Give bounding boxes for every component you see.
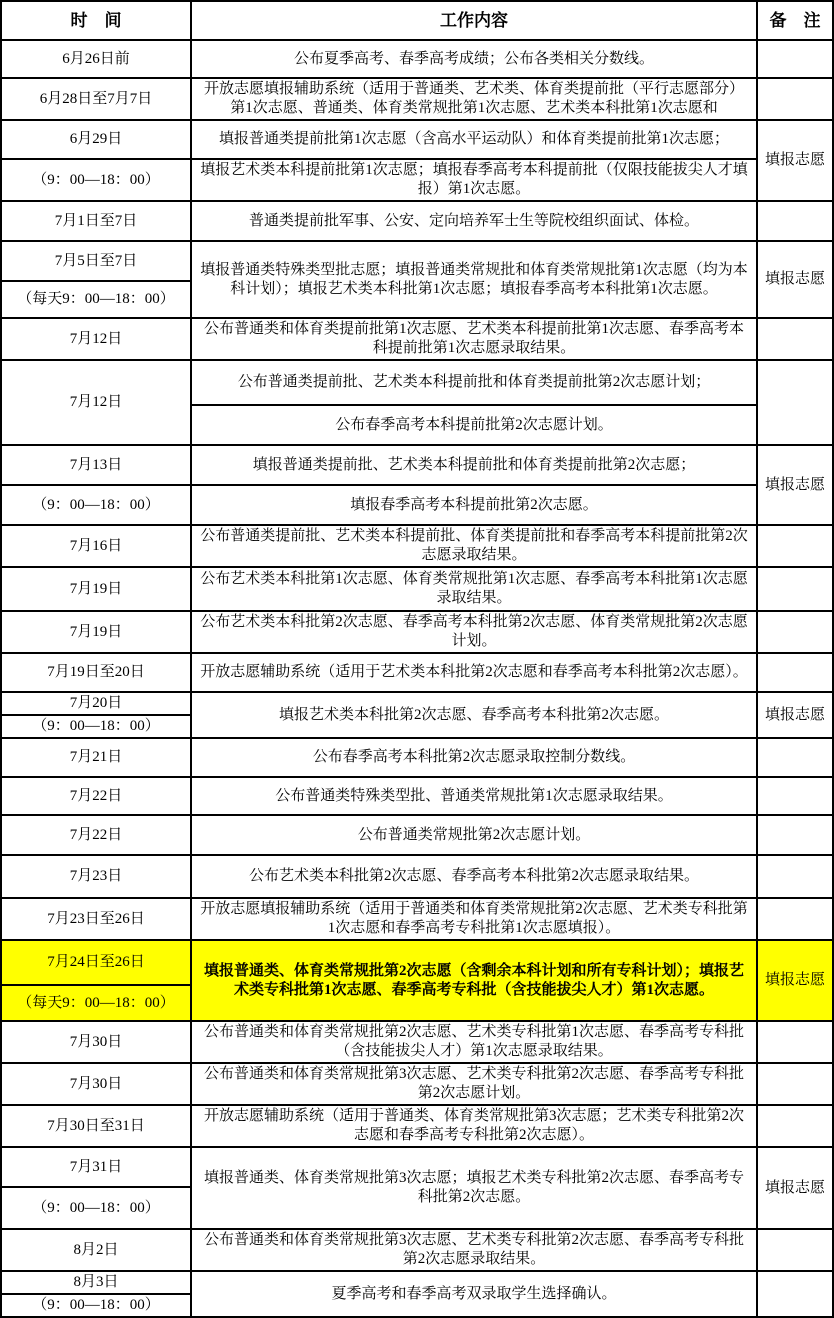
- table-row: [1, 525, 833, 567]
- content-cell: 开放志愿辅助系统（适用于普通类、体育类常规批第3次志愿；艺术类专科批第2次志愿和春季高考专科批第2次志愿）。: [191, 1105, 757, 1147]
- time-cell: 7月12日: [1, 360, 191, 445]
- time-cell: 8月2日: [1, 1229, 191, 1271]
- table-row: [1, 360, 833, 405]
- time-cell: （9：00—18：00）: [1, 485, 191, 525]
- remark-cell: [757, 611, 833, 653]
- time-cell: 7月19日: [1, 567, 191, 611]
- remark-cell: [757, 1063, 833, 1105]
- content-cell: 填报普通类提前批第1次志愿（含高水平运动队）和体育类提前批第1次志愿；: [191, 120, 757, 159]
- time-cell: 7月16日: [1, 525, 191, 567]
- remark-cell: [757, 815, 833, 855]
- remark-cell: [757, 40, 833, 78]
- content-cell: 填报艺术类本科批第2次志愿、春季高考本科批第2次志愿。: [191, 692, 757, 738]
- content-cell: 填报艺术类本科提前批第1次志愿；填报春季高考本科提前批（仅限技能拔尖人才填报）第1次志愿。: [191, 159, 757, 201]
- table-row: [1, 611, 833, 653]
- table-row: [1, 159, 833, 201]
- remark-cell: [757, 1021, 833, 1063]
- remark-cell: [757, 855, 833, 898]
- remark-cell: [757, 653, 833, 692]
- content-cell: 开放志愿辅助系统（适用于艺术类本科批第2次志愿和春季高考本科批第2次志愿）。: [191, 653, 757, 692]
- remark-cell: [757, 360, 833, 445]
- time-cell: 7月5日至7日: [1, 241, 191, 281]
- remark-cell: [757, 525, 833, 567]
- time-cell: 7月19日至20日: [1, 653, 191, 692]
- time-cell: 7月21日: [1, 738, 191, 777]
- time-cell: （9：00—18：00）: [1, 159, 191, 201]
- time-cell: （9：00—18：00）: [1, 715, 191, 738]
- content-cell: 公布普通类和体育类提前批第1次志愿、艺术类本科提前批第1次志愿、春季高考本科提前批第1次志愿录取结果。: [191, 318, 757, 360]
- table-row: [1, 78, 833, 120]
- content-cell: 填报普通类、体育类常规批第3次志愿；填报艺术类专科批第2次志愿、春季高考专科批第2次志愿。: [191, 1147, 757, 1229]
- table-row: [1, 738, 833, 777]
- time-cell: 7月30日: [1, 1021, 191, 1063]
- header-cell-time: 时 间: [1, 1, 191, 40]
- table-row: [1, 1229, 833, 1271]
- content-cell: 公布普通类和体育类常规批第3次志愿、艺术类专科批第2次志愿、春季高考专科批第2次志愿计划。: [191, 1063, 757, 1105]
- content-cell: 开放志愿填报辅助系统（适用于普通类和体育类常规批第2次志愿、艺术类专科批第1次志愿和春季高考专科批第1次志愿填报）。: [191, 898, 757, 940]
- remark-cell: [757, 738, 833, 777]
- content-cell: 公布普通类和体育类常规批第3次志愿、艺术类专科批第2次志愿、春季高考专科批第2次志愿录取结果。: [191, 1229, 757, 1271]
- table-header: [1, 1, 833, 40]
- content-cell: 公布普通类特殊类型批、普通类常规批第1次志愿录取结果。: [191, 777, 757, 815]
- time-cell: 7月1日至7日: [1, 201, 191, 241]
- remark-cell: 填报志愿: [757, 445, 833, 525]
- content-cell: 填报春季高考本科提前批第2次志愿。: [191, 485, 757, 525]
- remark-cell: [757, 318, 833, 360]
- remark-cell: 填报志愿: [757, 940, 833, 1021]
- time-cell: 7月19日: [1, 611, 191, 653]
- content-cell: 夏季高考和春季高考双录取学生选择确认。: [191, 1271, 757, 1317]
- content-cell: 公布春季高考本科批第2次志愿录取控制分数线。: [191, 738, 757, 777]
- table-row: [1, 485, 833, 525]
- table-row: [1, 898, 833, 940]
- remark-cell: [757, 898, 833, 940]
- content-cell: 公布普通类和体育类常规批第2次志愿、艺术类专科批第1次志愿、春季高考专科批（含技能拔尖人才）第1次志愿录取结果。: [191, 1021, 757, 1063]
- remark-cell: [757, 1229, 833, 1271]
- content-cell: 公布夏季高考、春季高考成绩；公布各类相关分数线。: [191, 40, 757, 78]
- content-cell: 公布春季高考本科提前批第2次志愿计划。: [191, 405, 757, 445]
- time-cell: 7月20日: [1, 692, 191, 715]
- content-cell: 公布普通类常规批第2次志愿计划。: [191, 815, 757, 855]
- table-row: [1, 692, 833, 715]
- time-cell: （9：00—18：00）: [1, 1294, 191, 1317]
- table-row: [1, 1105, 833, 1147]
- table-row: [1, 40, 833, 78]
- remark-cell: [757, 1271, 833, 1317]
- time-cell: （每天9：00—18：00）: [1, 281, 191, 318]
- table-row: [1, 1271, 833, 1294]
- table-row: [1, 1147, 833, 1187]
- time-cell: 7月23日至26日: [1, 898, 191, 940]
- time-cell: 7月30日: [1, 1063, 191, 1105]
- remark-cell: [757, 777, 833, 815]
- time-cell: 7月13日: [1, 445, 191, 485]
- time-cell: 7月22日: [1, 777, 191, 815]
- content-cell: 公布艺术类本科批第2次志愿、春季高考本科批第2次志愿录取结果。: [191, 855, 757, 898]
- content-cell: 填报普通类、体育类常规批第2次志愿（含剩余本科计划和所有专科计划）；填报艺术类专科批第1次志愿、春季高考专科批（含技能拔尖人才）第1次志愿。: [191, 940, 757, 1021]
- table-row: [1, 201, 833, 241]
- time-cell: 6月26日前: [1, 40, 191, 78]
- remark-cell: [757, 78, 833, 120]
- content-cell: 填报普通类提前批、艺术类本科提前批和体育类提前批第2次志愿；: [191, 445, 757, 485]
- remark-cell: [757, 567, 833, 611]
- table-row: [1, 1063, 833, 1105]
- content-cell: 公布艺术类本科批第2次志愿、春季高考本科批第2次志愿、体育类常规批第2次志愿计划。: [191, 611, 757, 653]
- header-cell-remark: 备 注: [757, 1, 833, 40]
- table-row: [1, 1021, 833, 1063]
- header-cell-content: 工作内容: [191, 1, 757, 40]
- time-cell: 7月24日至26日: [1, 940, 191, 985]
- time-cell: 6月28日至7月7日: [1, 78, 191, 120]
- time-cell: 6月29日: [1, 120, 191, 159]
- content-cell: 开放志愿填报辅助系统（适用于普通类、艺术类、体育类提前批（平行志愿部分）第1次志愿、普通类、体育类常规批第1次志愿、艺术类本科批第1次志愿和: [191, 78, 757, 120]
- time-cell: 7月12日: [1, 318, 191, 360]
- time-cell: （每天9：00—18：00）: [1, 985, 191, 1021]
- table-row: [1, 940, 833, 985]
- time-cell: 7月30日至31日: [1, 1105, 191, 1147]
- remark-cell: 填报志愿: [757, 692, 833, 738]
- table-row: [1, 445, 833, 485]
- table-row: [1, 653, 833, 692]
- table-row: [1, 567, 833, 611]
- table-row: [1, 318, 833, 360]
- table-row: [1, 815, 833, 855]
- time-cell: 7月31日: [1, 1147, 191, 1187]
- table-row: [1, 777, 833, 815]
- time-cell: 7月22日: [1, 815, 191, 855]
- table-row: [1, 855, 833, 898]
- remark-cell: [757, 201, 833, 241]
- content-cell: 公布普通类提前批、艺术类本科提前批和体育类提前批第2次志愿计划；: [191, 360, 757, 405]
- table-body: [1, 40, 833, 1317]
- table-row: [1, 120, 833, 159]
- content-cell: 公布普通类提前批、艺术类本科提前批、体育类提前批和春季高考本科提前批第2次志愿录取结果。: [191, 525, 757, 567]
- content-cell: 普通类提前批军事、公安、定向培养军士生等院校组织面试、体检。: [191, 201, 757, 241]
- content-cell: 填报普通类特殊类型批志愿；填报普通类常规批和体育类常规批第1次志愿（均为本科计划）；填报艺术类本科批第1次志愿；填报春季高考本科批第1次志愿。: [191, 241, 757, 318]
- table-row: [1, 241, 833, 281]
- time-cell: 7月23日: [1, 855, 191, 898]
- remark-cell: 填报志愿: [757, 1147, 833, 1229]
- time-cell: 8月3日: [1, 1271, 191, 1294]
- remark-cell: 填报志愿: [757, 241, 833, 318]
- remark-cell: 填报志愿: [757, 120, 833, 201]
- header-row: [1, 1, 833, 40]
- time-cell: （9：00—18：00）: [1, 1187, 191, 1229]
- content-cell: 公布艺术类本科批第1次志愿、体育类常规批第1次志愿、春季高考本科批第1次志愿录取结果。: [191, 567, 757, 611]
- remark-cell: [757, 1105, 833, 1147]
